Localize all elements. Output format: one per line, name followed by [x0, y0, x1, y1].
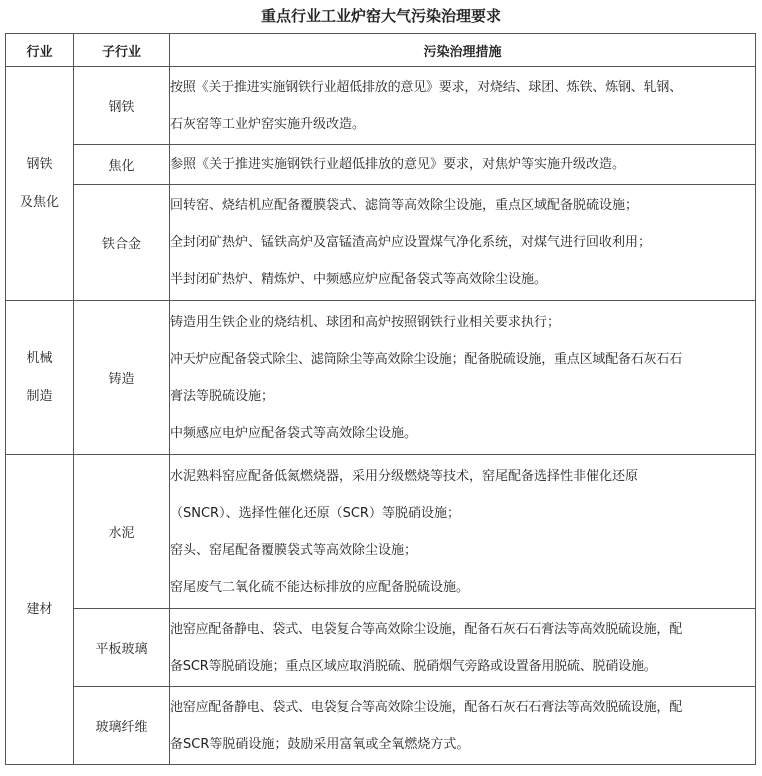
measure-line: 备SCR等脱硝设施；重点区域应取消脱硫、脱硝烟气旁路或设置备用脱硫、脱硝设施。: [170, 658, 657, 674]
header-sub-industry: 子行业: [74, 34, 170, 67]
measures-cell-cement: [170, 455, 756, 609]
page-title: 重点行业工业炉窑大气污染治理要求: [260, 7, 501, 25]
table-row-flat-glass: [6, 609, 756, 687]
industry-label-line: 制造: [26, 388, 53, 404]
measure-line: 铸造用生铁企业的烧结机、球团和高炉按照钢铁行业相关要求执行；: [170, 314, 561, 330]
measures-cell-ferroalloy: [170, 185, 756, 301]
measure-line: 参照《关于推进实施钢铁行业超低排放的意见》要求，对焦炉等实施升级改造。: [170, 157, 626, 172]
measure-line: 冲天炉应配备袋式除尘、滤筒除尘等高效除尘设施；配备脱硫设施，重点区域配备石灰石石: [170, 351, 683, 367]
industry-cell-building-materials: [6, 455, 74, 765]
industry-label-line: 钢铁: [26, 156, 53, 172]
sub-industry-cement: 水泥: [74, 455, 170, 609]
measure-line: 窑头、窑尾配备覆膜袋式等高效除尘设施；: [170, 542, 418, 558]
industry-cell-machinery: [6, 301, 74, 455]
measure-line: 池窑应配备静电、袋式、电袋复合等高效除尘设施，配备石灰石石膏法等高效脱硫设施，配: [170, 699, 683, 715]
measure-line: 备SCR等脱硝设施；鼓励采用富氧或全氧燃烧方式。: [170, 736, 470, 752]
measures-cell-glass-fiber: [170, 687, 756, 765]
sub-industry-casting: 铸造: [74, 301, 170, 455]
table-row-ferroalloy: [6, 185, 756, 301]
table-row-cement: [6, 455, 756, 609]
measure-line: 膏法等脱硫设施；: [170, 388, 275, 404]
measures-cell-coking: [170, 145, 756, 185]
pollution-control-table: [5, 33, 756, 765]
measure-line: 中频感应电炉应配备袋式等高效除尘设施。: [170, 425, 418, 441]
table-header-row: [6, 34, 756, 67]
measure-line: 窑尾废气二氧化硫不能达标排放的应配备脱硫设施。: [170, 579, 470, 595]
measure-line: 按照《关于推进实施钢铁行业超低排放的意见》要求，对烧结、球团、炼铁、炼钢、轧钢、: [170, 79, 683, 95]
table-row-steel: [6, 67, 756, 145]
measures-cell-flat-glass: [170, 609, 756, 687]
measure-line: 水泥熟料窑应配备低氮燃烧器，采用分级燃烧等技术，窑尾配备选择性非催化还原: [170, 468, 639, 484]
measures-cell-casting: [170, 301, 756, 455]
sub-industry-ferroalloy: 铁合金: [74, 185, 170, 301]
measure-line: 回转窑、烧结机应配备覆膜袋式、滤筒等高效除尘设施，重点区域配备脱硫设施；: [170, 198, 639, 213]
industry-label-line: 建材: [26, 601, 53, 617]
measure-line: （SNCR）、选择性催化还原（SCR）等脱硝设施；: [170, 505, 460, 521]
sub-industry-coking: 焦化: [74, 145, 170, 185]
table-row-coking: [6, 145, 756, 185]
measure-line: 石灰窑等工业炉窑实施升级改造。: [170, 116, 366, 132]
table-row-casting: [6, 301, 756, 455]
header-measures: 污染治理措施: [170, 34, 756, 67]
industry-cell-steel-coking: [6, 67, 74, 301]
measures-cell-steel: [170, 67, 756, 145]
header-industry: 行业: [6, 34, 74, 67]
industry-label-line: 及焦化: [19, 194, 59, 210]
industry-label-line: 机械: [26, 350, 53, 366]
sub-industry-steel: 钢铁: [74, 67, 170, 145]
measure-line: 全封闭矿热炉、锰铁高炉及富锰渣高炉应设置煤气净化系统，对煤气进行回收利用；: [170, 235, 652, 250]
measure-line: 池窑应配备静电、袋式、电袋复合等高效除尘设施，配备石灰石石膏法等高效脱硫设施，配: [170, 621, 683, 637]
sub-industry-glass-fiber: 玻璃纤维: [74, 687, 170, 765]
sub-industry-flat-glass: 平板玻璃: [74, 609, 170, 687]
table-row-glass-fiber: [6, 687, 756, 765]
measure-line: 半封闭矿热炉、精炼炉、中频感应炉应配备袋式等高效除尘设施。: [170, 272, 548, 287]
